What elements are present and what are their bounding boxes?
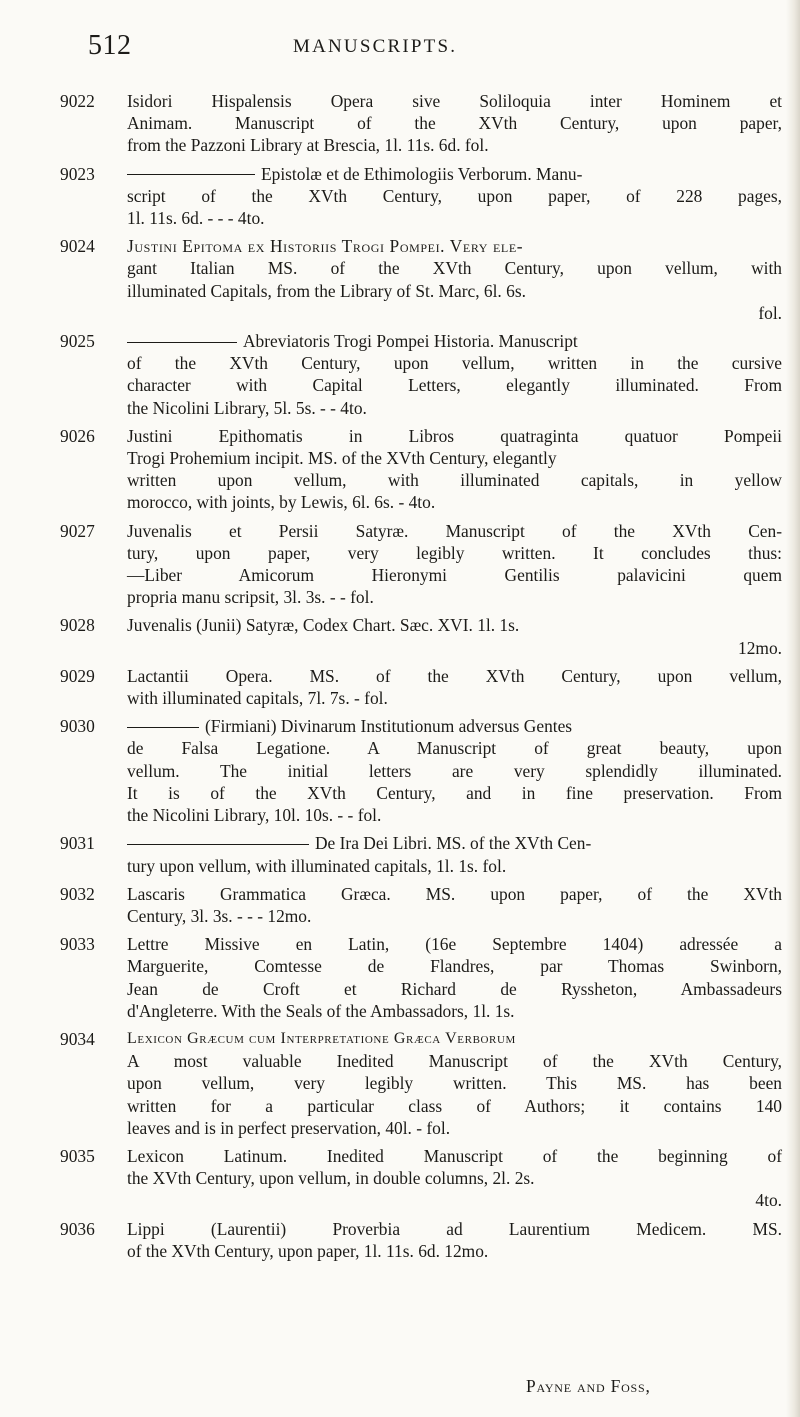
- entry-number: 9025: [60, 331, 95, 352]
- entry-number: 9026: [60, 425, 95, 446]
- entry-line: Lexicon Græcum cum Interpretatione Græca Verborum: [127, 1029, 516, 1047]
- entry-number: 9023: [60, 163, 95, 184]
- entry-line: character with Capital Letters, elegantly illuminated. From: [127, 375, 782, 396]
- entry-line: tury upon vellum, with illuminated capitals, 1l. 1s. fol.: [127, 855, 507, 876]
- entry-number: 9028: [60, 615, 95, 636]
- entry-line: Abreviatoris Trogi Pompei Historia. Manuscript: [243, 331, 578, 352]
- running-head: MANUSCRIPTS.: [293, 36, 458, 57]
- ditto-rule: [127, 727, 199, 728]
- entry-line: script of the XVth Century, upon paper, of 228 pages,: [127, 185, 782, 206]
- entry-line: of the XVth Century, upon paper, 1l. 11s. 6d. 12mo.: [127, 1240, 489, 1261]
- entry-line: leaves and is in perfect preservation, 40l. - fol.: [127, 1117, 451, 1138]
- entry-number: 9032: [60, 883, 95, 904]
- catalogue-entry: [0, 614, 782, 658]
- catalogue-entries: [0, 90, 800, 1268]
- entry-line: d'Angleterre. With the Seals of the Ambassadors, 1l. 1s.: [127, 1000, 515, 1021]
- entry-line: Century, 3l. 3s. - - - 12mo.: [127, 905, 312, 926]
- entry-line: from the Pazzoni Library at Brescia, 1l. 11s. 6d. fol.: [127, 135, 489, 156]
- entry-line: the XVth Century, upon vellum, in double columns, 2l. 2s.: [127, 1168, 535, 1189]
- entry-line: Animam. Manuscript of the XVth Century, upon paper,: [127, 113, 782, 134]
- entry-line: illuminated Capitals, from the Library of St. Marc, 6l. 6s.: [127, 280, 526, 301]
- entry-number: 9031: [60, 833, 95, 854]
- entry-line: upon vellum, very legibly written. This MS. has been: [127, 1073, 782, 1094]
- entry-number: 9022: [60, 91, 95, 111]
- entry-line: written for a particular class of Authors; it contains 140: [127, 1095, 782, 1116]
- entry-line: Isidori Hispalensis Opera sive Soliloquia inter Hominem et: [127, 91, 782, 111]
- catalogue-entry: [0, 425, 782, 514]
- entry-line: Justini Epitoma ex Historiis Trogi Pompei. Very ele-: [127, 236, 524, 257]
- entry-line: Lactantii Opera. MS. of the XVth Century, upon vellum,: [127, 665, 782, 686]
- entry-line: Lettre Missive en Latin, (16e Septembre 1404) adressée a: [127, 934, 782, 955]
- entry-line: 4to.: [755, 1190, 782, 1211]
- catalogue-entry: [0, 883, 782, 927]
- entry-line: It is of the XVth Century, and in fine preservation. From: [127, 782, 782, 803]
- entry-number: 9036: [60, 1218, 95, 1239]
- entry-line: 12mo.: [738, 637, 782, 658]
- catalogue-entry: [0, 1028, 782, 1139]
- catalogue-entry: [0, 1145, 782, 1212]
- entry-line: 1l. 11s. 6d. - - - 4to.: [127, 208, 265, 229]
- entry-line: A most valuable Inedited Manuscript of the XVth Century,: [127, 1051, 782, 1072]
- catalogue-entry: [0, 832, 782, 876]
- entry-line: Lexicon Latinum. Inedited Manuscript of the beginning of: [127, 1145, 782, 1166]
- entry-line: propria manu scripsit, 3l. 3s. - - fol.: [127, 587, 374, 608]
- catalogue-entry: [0, 933, 782, 1022]
- entry-line: Juvenalis (Junii) Satyræ, Codex Chart. Sæc. XVI. 1l. 1s.: [127, 615, 520, 636]
- catalogue-entry: [0, 520, 782, 609]
- catalogue-entry: [0, 235, 782, 324]
- entry-line: gant Italian MS. of the XVth Century, upon vellum, with: [127, 258, 782, 279]
- entry-line: Lippi (Laurentii) Proverbia ad Laurentium Medicem. MS.: [127, 1218, 782, 1239]
- page-number: 512: [88, 30, 132, 61]
- entry-line: written upon vellum, with illuminated capitals, in yellow: [127, 470, 782, 491]
- entry-number: 9033: [60, 934, 95, 955]
- entry-line: de Falsa Legatione. A Manuscript of great beauty, upon: [127, 738, 782, 759]
- catalogue-entry: [0, 163, 782, 230]
- entry-line: of the XVth Century, upon vellum, written in the cursive: [127, 353, 782, 374]
- entry-number: 9030: [60, 716, 95, 737]
- entry-line: Epistolæ et de Ethimologiis Verborum. Manu-: [261, 163, 583, 184]
- entry-line: the Nicolini Library, 5l. 5s. - - 4to.: [127, 397, 367, 418]
- entry-line: with illuminated capitals, 7l. 7s. - fol.: [127, 688, 388, 709]
- ditto-rule: [127, 844, 309, 845]
- entry-line: Marguerite, Comtesse de Flandres, par Thomas Swinborn,: [127, 956, 782, 977]
- entry-line: Lascaris Grammatica Græca. MS. upon paper, of the XVth: [127, 883, 782, 904]
- entry-number: 9035: [60, 1145, 95, 1166]
- entry-line: Trogi Prohemium incipit. MS. of the XVth Century, elegantly: [127, 448, 557, 469]
- entry-line: tury, upon paper, very legibly written. It concludes thus:: [127, 542, 782, 563]
- catalogue-entry: [0, 715, 782, 826]
- entry-line: Jean de Croft et Richard de Ryssheton, Ambassadeurs: [127, 978, 782, 999]
- catalogue-entry: [0, 90, 782, 157]
- catchword-publisher: Payne and Foss,: [526, 1376, 651, 1396]
- ditto-rule: [127, 342, 237, 343]
- entry-line: morocco, with joints, by Lewis, 6l. 6s. - 4to.: [127, 492, 436, 513]
- ditto-rule: [127, 174, 255, 175]
- entry-number: 9027: [60, 520, 95, 541]
- catalogue-entry: [0, 330, 782, 419]
- entry-number: 9024: [60, 236, 95, 257]
- entry-line: Justini Epithomatis in Libros quatraginta quatuor Pompeii: [127, 425, 782, 446]
- entry-line: (Firmiani) Divinarum Institutionum adversus Gentes: [205, 716, 573, 737]
- entry-line: —Liber Amicorum Hieronymi Gentilis palavicini quem: [127, 565, 782, 586]
- entry-line: vellum. The initial letters are very splendidly illuminated.: [127, 760, 782, 781]
- entry-number: 9029: [60, 665, 95, 686]
- catalogue-entry: [0, 1218, 782, 1262]
- entry-line: the Nicolini Library, 10l. 10s. - - fol.: [127, 805, 382, 826]
- entry-number: 9034: [60, 1028, 95, 1049]
- catalogue-entry: [0, 665, 782, 709]
- entry-line: De Ira Dei Libri. MS. of the XVth Cen-: [315, 833, 592, 854]
- page-header: [88, 30, 728, 66]
- entry-line: fol.: [758, 302, 782, 323]
- entry-line: Juvenalis et Persii Satyræ. Manuscript of the XVth Cen-: [127, 520, 782, 541]
